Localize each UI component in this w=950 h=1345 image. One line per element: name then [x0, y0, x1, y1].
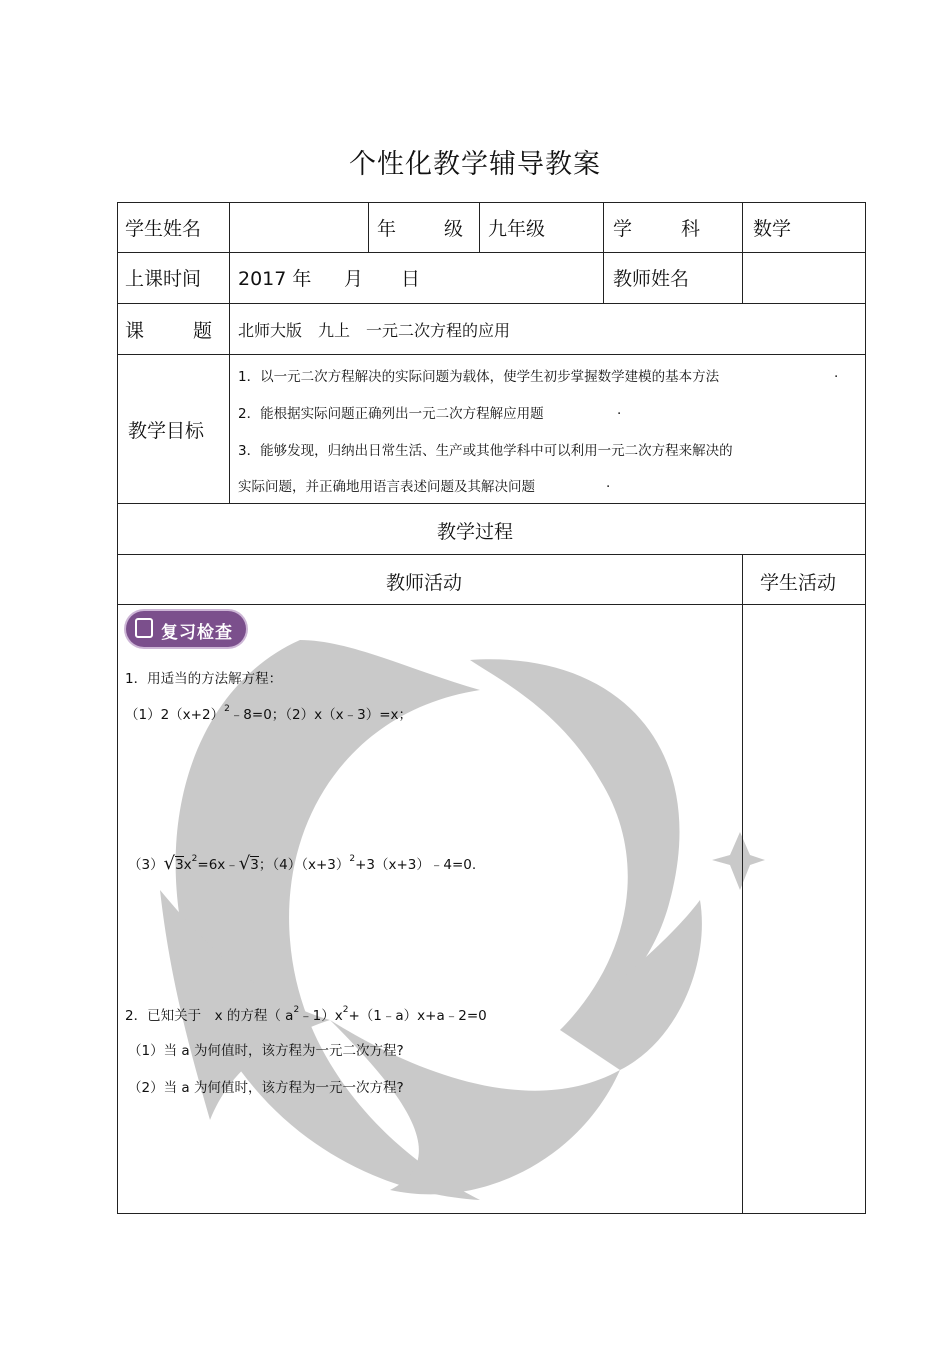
row-divider [117, 554, 866, 555]
equation-text: ；（4）（x+3） [258, 857, 350, 873]
class-time-label: 上课时间 [125, 268, 202, 290]
col-divider [229, 202, 230, 504]
goal-item-dot: . [606, 475, 611, 491]
table-border-right [865, 202, 866, 1213]
class-time-day: 日 [401, 268, 421, 290]
subject-label-a: 学 [613, 218, 633, 240]
process-heading: 教学过程 [436, 521, 513, 543]
topic-label-b: 题 [193, 320, 213, 342]
exponent: 2 [349, 854, 356, 864]
goals-label: 教学目标 [128, 420, 205, 442]
col-divider [742, 554, 743, 1213]
goal-item-dot: . [617, 402, 622, 418]
topic-value: 北师大版 九上 一元二次方程的应用 [238, 321, 511, 340]
review-check-badge [126, 611, 246, 647]
equation-text: 2．已知关于 x 的方程（ a [125, 1008, 294, 1024]
subject-value: 数学 [753, 218, 792, 240]
col-divider [479, 202, 480, 252]
teacher-activity-heading: 教师活动 [386, 572, 463, 594]
col-divider [603, 202, 604, 303]
grade-label-a: 年 [377, 218, 397, 240]
page-title: 个性化教学辅导教案 [349, 149, 601, 180]
exponent: 2 [224, 704, 230, 714]
row-divider [117, 604, 866, 605]
goal-item: 实际问题，并正确地用语言表述问题及其解决问题 [238, 479, 535, 495]
question-1-part-a [125, 703, 412, 723]
equation-text: （1）2（x+2） [125, 707, 225, 723]
question-2-sub-2: （2）当 a 为何值时，该方程为一元一次方程? [128, 1080, 404, 1096]
exponent: 2 [342, 1005, 349, 1015]
goal-item-dot: . [834, 365, 839, 381]
equation-text: +（1﹣a）x+a﹣2=0 [348, 1008, 487, 1024]
sqrt-symbol: √ [163, 853, 176, 874]
goal-item: 1．以一元二次方程解决的实际问题为载体，使学生初步掌握数学建模的基本方法 [238, 369, 720, 385]
subject-label-b: 科 [681, 218, 701, 240]
grade-value: 九年级 [488, 218, 546, 240]
radicand: 3 [250, 857, 259, 873]
teacher-name-label: 教师姓名 [613, 268, 690, 290]
goal-item: 3．能够发现，归纳出日常生活、生产或其他学科中可以利用一元二次方程来解决的 [238, 443, 733, 459]
sqrt-symbol: √ [238, 853, 251, 874]
student-activity-heading: 学生活动 [760, 572, 837, 594]
equation-var: x [183, 857, 192, 873]
table-border-left [117, 202, 118, 1213]
col-divider [742, 202, 743, 303]
equation-text: ﹣8=0；（2）x（x﹣3）=x； [229, 707, 413, 723]
col-divider [368, 202, 369, 252]
table-border-bottom [117, 1213, 866, 1214]
question-1-intro: 1．用适当的方法解方程： [125, 671, 283, 687]
document-icon [135, 618, 153, 638]
class-time-month: 月 [344, 268, 364, 290]
question-2-intro [125, 1004, 487, 1024]
equation-text: +3（x+3）﹣4=0. [355, 857, 477, 873]
class-time-year: 2017 年 [238, 268, 312, 290]
equation-text: ﹣1）x [299, 1008, 343, 1024]
exponent: 2 [293, 1005, 300, 1015]
question-2-sub-1: （1）当 a 为何值时，该方程为一元二次方程? [128, 1043, 404, 1059]
equation-text: （3） [128, 857, 164, 873]
radicand: 3 [175, 857, 184, 873]
goal-item: 2．能根据实际问题正确列出一元二次方程解应用题 [238, 406, 544, 422]
watermark-swirl-logo [150, 600, 790, 1240]
badge-label: 复习检查 [161, 623, 233, 643]
topic-label-a: 课 [125, 320, 145, 342]
grade-label-b: 级 [444, 218, 464, 240]
exponent: 2 [191, 854, 198, 864]
equation-text: =6x﹣ [197, 857, 239, 873]
question-1-part-b [128, 853, 476, 874]
student-name-label: 学生姓名 [125, 218, 202, 240]
